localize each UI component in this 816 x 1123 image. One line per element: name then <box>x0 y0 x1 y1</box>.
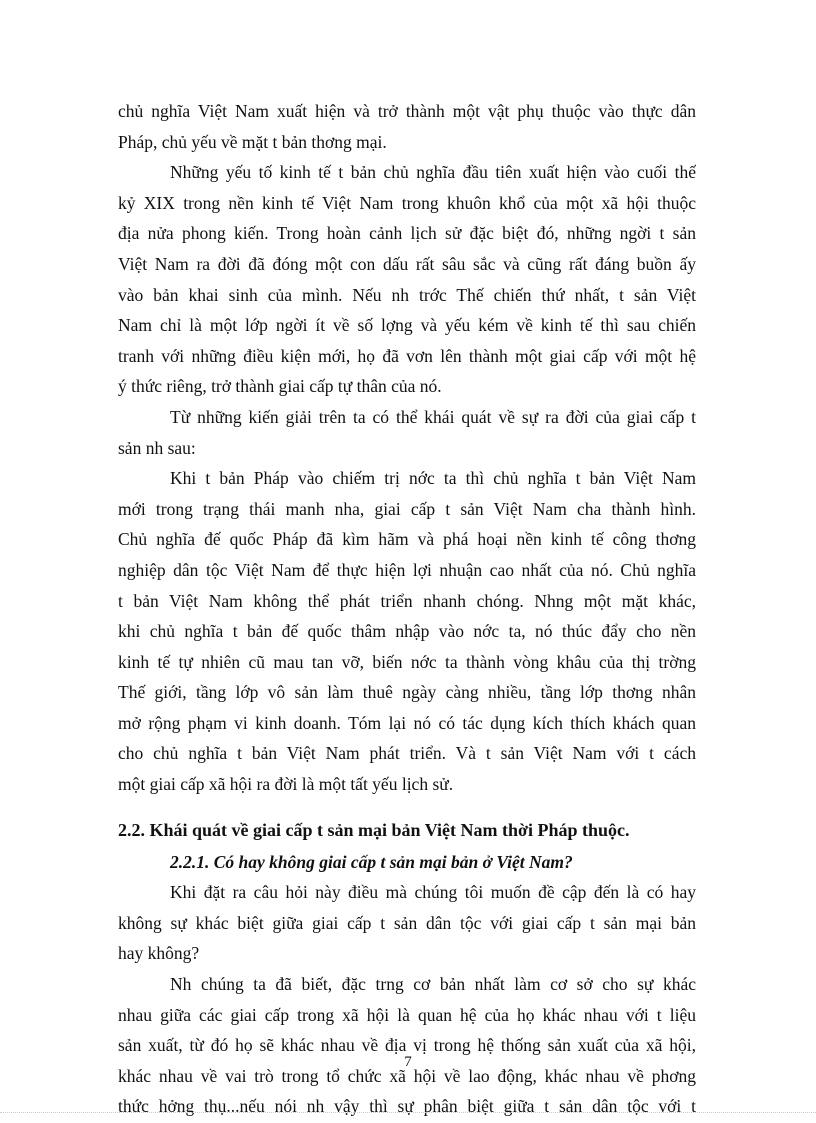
text-line: một giai cấp xã hội ra đời là một tất yếu lịch sử. <box>118 774 454 795</box>
text-line: Pháp, chủ yếu về mặt t bản thơng mại. <box>118 131 387 152</box>
paragraph-2 <box>118 157 696 402</box>
text-line: Việt Nam ra đời đã đóng một con dấu rất sâu sắc và cũng rất đáng buồn ấy <box>118 253 696 274</box>
document-page <box>118 96 696 1122</box>
text-line: sản nh sau: <box>118 437 196 458</box>
text-line: khác nhau về vai trò trong tổ chức xã hội về lao động, khác nhau về phơng <box>118 1065 696 1086</box>
text-line: Chủ nghĩa đế quốc Pháp đã kìm hãm và phá hoại nền kinh tế công thơng <box>118 529 696 550</box>
text-line: nghiệp dân tộc Việt Nam để thực hiện lợi nhuận cao nhất của nó. Chủ nghĩa <box>118 559 696 580</box>
paragraph-6 <box>118 969 696 1122</box>
page-bottom-divider <box>0 1112 816 1113</box>
text-line: mở rộng phạm vi kinh doanh. Tóm lại nó có tác dụng kích thích khách quan <box>118 712 696 733</box>
text-line: Thế giới, tầng lớp vô sản làm thuê ngày càng nhiều, tầng lớp thơng nhân <box>118 682 696 703</box>
subsection-heading: 2.2.1. Có hay không giai cấp t sản mại bản ở Việt Nam? <box>170 851 573 872</box>
section-heading: 2.2. Khái quát về giai cấp t sản mại bản Việt Nam thời Pháp thuộc. <box>118 819 630 840</box>
paragraph-3 <box>118 402 696 463</box>
paragraph-5 <box>118 877 696 969</box>
text-line: thức hởng thụ...nếu nói nh vậy thì sự phân biệt giữa t sản dân tộc với t <box>118 1096 696 1117</box>
text-line: kinh tế tự nhiên cũ mau tan vỡ, biến nớc ta thành vòng khâu của thị trờng <box>118 651 696 672</box>
page-number: 7 <box>404 1054 412 1070</box>
text-line: Khi t bản Pháp vào chiếm trị nớc ta thì chủ nghĩa t bản Việt Nam <box>170 468 696 489</box>
text-line: ý thức riêng, trở thành giai cấp tự thân của nó. <box>118 376 442 397</box>
text-line: kỷ XIX trong nền kinh tế Việt Nam trong khuôn khổ của một xã hội thuộc <box>118 192 696 213</box>
text-line: Từ những kiến giải trên ta có thể khái quát về sự ra đời của giai cấp t <box>170 406 696 427</box>
text-line: không sự khác biệt giữa giai cấp t sản dân tộc với giai cấp t sản mại bản <box>118 912 696 933</box>
text-line: t bản Việt Nam không thể phát triển nhanh chóng. Nhng một mặt khác, <box>118 590 696 611</box>
text-line: nhau giữa các giai cấp trong xã hội là quan hệ của họ khác nhau với t liệu <box>118 1004 696 1025</box>
text-line: cho chủ nghĩa t bản Việt Nam phát triển. Và t sản Việt Nam với t cách <box>118 743 696 764</box>
text-line: Nh chúng ta đã biết, đặc trng cơ bản nhất làm cơ sở cho sự khác <box>170 974 696 995</box>
text-line: hay không? <box>118 943 200 964</box>
paragraph-1 <box>118 96 696 157</box>
text-line: khi chủ nghĩa t bản đế quốc thâm nhập vào nớc ta, nó thúc đẩy cho nền <box>118 621 696 642</box>
text-line: vào bản khai sinh của mình. Nếu nh trớc Thế chiến thứ nhất, t sản Việt <box>118 284 696 305</box>
paragraph-4 <box>118 463 696 800</box>
text-line: tranh với những điều kiện mới, họ đã vơn lên thành một giai cấp với một hệ <box>118 345 696 366</box>
text-line: Khi đặt ra câu hỏi này điều mà chúng tôi muốn đề cập đến là có hay <box>170 882 696 903</box>
text-line: Những yếu tố kinh tế t bản chủ nghĩa đầu tiên xuất hiện vào cuối thế <box>170 162 696 183</box>
text-line: sản xuất, từ đó họ sẽ khác nhau về địa vị trong hệ thống sản xuất của xã hội, <box>118 1035 696 1056</box>
text-line: mới trong trạng thái manh nha, giai cấp t sản Việt Nam cha thành hình. <box>118 498 696 519</box>
text-line: Nam chỉ là một lớp ngời ít về số lợng và yếu kém về kinh tế thì sau chiến <box>118 315 696 336</box>
text-line: chủ nghĩa Việt Nam xuất hiện và trở thành một vật phụ thuộc vào thực dân <box>118 101 696 121</box>
text-line: địa nửa phong kiến. Trong hoàn cảnh lịch sử đặc biệt đó, những ngời t sản <box>118 223 696 244</box>
